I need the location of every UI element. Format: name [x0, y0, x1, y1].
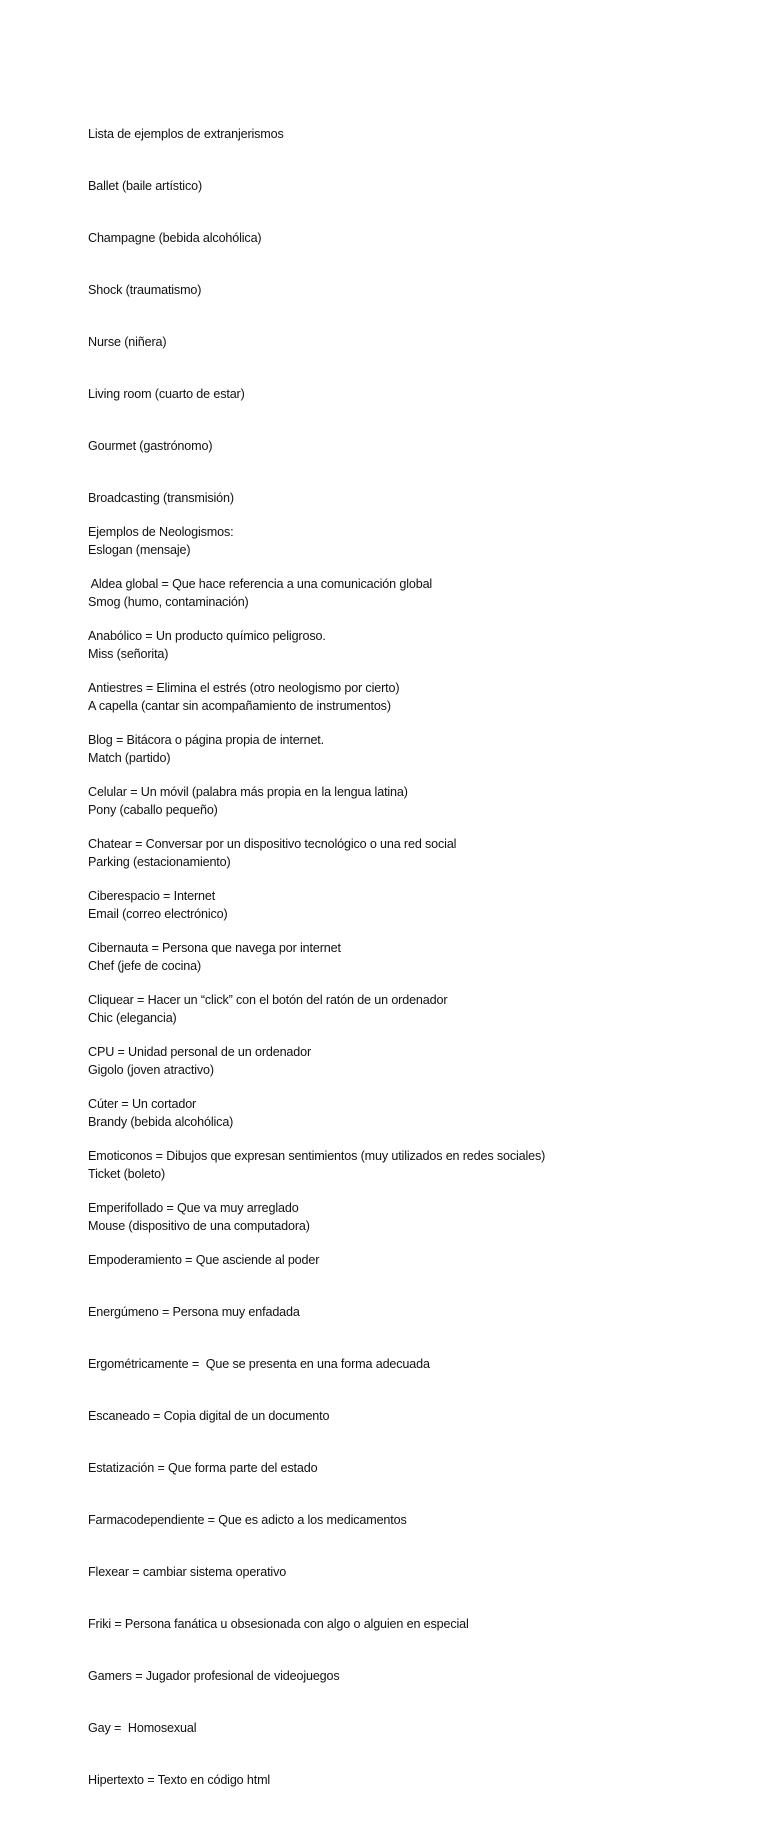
list-item: Ticket (boleto)	[88, 1167, 166, 1182]
list-item: Empoderamiento = Que asciende al poder	[88, 1253, 320, 1268]
neologismos-section	[88, 489, 545, 1824]
list-item: CPU = Unidad personal de un ordenador	[88, 1045, 312, 1059]
list-item: Cúter = Un cortador	[88, 1097, 197, 1112]
list-item: Celular = Un móvil (palabra más propia en la lengua latina)	[88, 784, 408, 799]
list-item: Parking (estacionamiento)	[88, 855, 231, 870]
list-item: Nurse (niñera)	[88, 334, 167, 349]
list-item: Eslogan (mensaje)	[88, 542, 191, 557]
list-item: A capella (cantar sin acompañamiento de instrumentos)	[88, 699, 391, 714]
list-item: Blog = Bitácora o página propia de internet.	[88, 732, 324, 747]
list-item: Living room (cuarto de estar)	[88, 386, 245, 401]
list-item: Aldea global = Que hace referencia a una comunicación global	[88, 576, 433, 591]
list-item: Friki = Persona fanática u obsesionada con algo o alguien en especial	[88, 1617, 469, 1632]
list-item: Ciberespacio = Internet	[88, 888, 216, 903]
list-item: Brandy (bebida alcohólica)	[88, 1115, 234, 1130]
list-item: Escaneado = Copia digital de un documento	[88, 1409, 330, 1424]
list-item: Antiestres = Elimina el estrés (otro neologismo por cierto)	[88, 680, 400, 695]
list-item: Anabólico = Un producto químico peligroso.	[88, 628, 326, 643]
list-item: Gay = Homosexual	[88, 1721, 197, 1736]
list-item: Hipertexto = Texto en código html	[88, 1773, 271, 1788]
list-item: Farmacodependiente = Que es adicto a los medicamentos	[88, 1513, 407, 1528]
list-item: Ballet (baile artístico)	[88, 178, 202, 193]
list-item: Mouse (dispositivo de una computadora)	[88, 1219, 310, 1234]
list-item: Match (partido)	[88, 751, 171, 766]
list-item: Ergométricamente = Que se presenta en una forma adecuada	[88, 1357, 430, 1372]
list-item: Gourmet (gastrónomo)	[88, 438, 213, 453]
list-item: Broadcasting (transmisión)	[88, 490, 234, 505]
list-item: Gamers = Jugador profesional de videojuegos	[88, 1669, 340, 1684]
list-item: Emoticonos = Dibujos que expresan sentimientos (muy utilizados en redes sociales)	[88, 1149, 546, 1164]
list-item: Pony (caballo pequeño)	[88, 803, 218, 818]
list-item: Email (correo electrónico)	[88, 907, 228, 922]
list-item: Chic (elegancia)	[88, 1011, 177, 1026]
list-item: Chatear = Conversar por un dispositivo tecnológico o una red social	[88, 836, 457, 851]
section-heading: Lista de ejemplos de extranjerismos	[88, 126, 284, 141]
list-item: Miss (señorita)	[88, 647, 169, 661]
list-item: Cliquear = Hacer un “click” con el botón del ratón de un ordenador	[88, 992, 448, 1007]
list-item: Estatización = Que forma parte del estado	[88, 1461, 318, 1476]
list-item: Smog (humo, contaminación)	[88, 594, 249, 609]
list-item: Emperifollado = Que va muy arreglado	[88, 1201, 299, 1216]
section-heading: Ejemplos de Neologismos:	[88, 524, 234, 539]
list-item: Cibernauta = Persona que navega por internet	[88, 940, 341, 955]
list-item: Chef (jefe de cocina)	[88, 959, 202, 974]
list-item: Gigolo (joven atractivo)	[88, 1063, 214, 1078]
list-item: Shock (traumatismo)	[88, 282, 202, 297]
list-item: Champagne (bebida alcohólica)	[88, 230, 262, 245]
list-item: Energúmeno = Persona muy enfadada	[88, 1305, 300, 1320]
list-item: Flexear = cambiar sistema operativo	[88, 1565, 287, 1580]
